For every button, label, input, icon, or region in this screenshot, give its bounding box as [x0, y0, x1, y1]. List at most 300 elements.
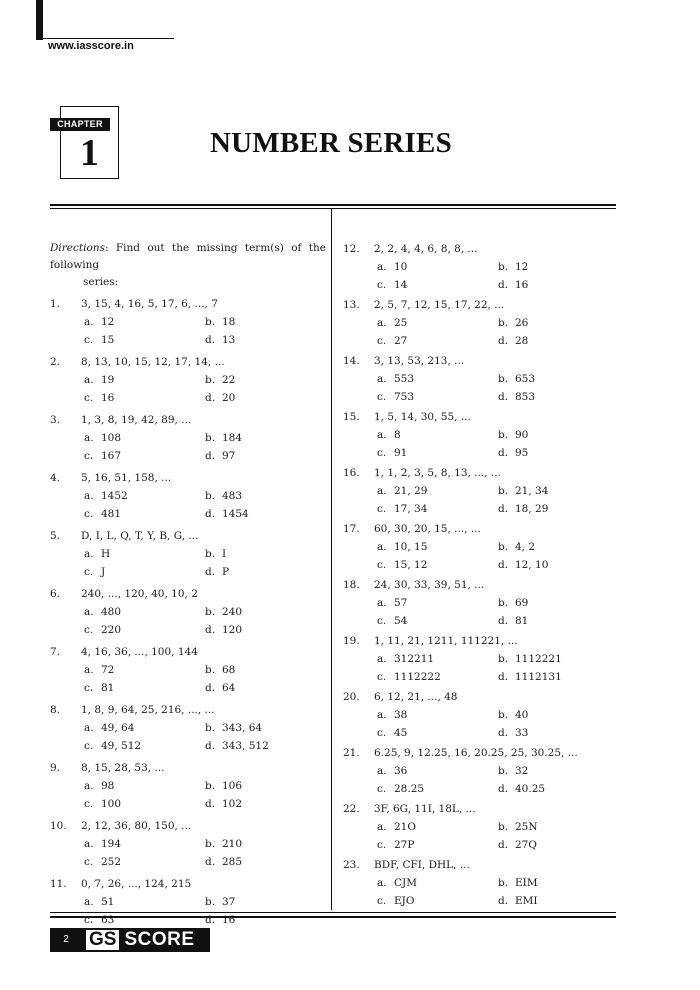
option-value: CJM	[394, 877, 417, 889]
option-value: 21O	[394, 821, 416, 833]
option-value: 97	[222, 450, 236, 462]
question-stem	[50, 585, 326, 603]
question-text: 8, 15, 28, 53, ...	[81, 762, 165, 774]
option-value: 40.25	[515, 783, 546, 795]
option-letter: a.	[377, 821, 387, 833]
gs-score-logo	[86, 930, 195, 950]
option-value: 98	[101, 780, 115, 792]
option-letter: b.	[205, 780, 216, 792]
option-letter: b.	[498, 877, 509, 889]
option	[205, 777, 242, 795]
option-letter: a.	[377, 261, 387, 273]
option	[205, 313, 235, 331]
question-number: 23.	[343, 859, 360, 871]
option	[377, 724, 498, 742]
option-letter: c.	[84, 624, 94, 636]
option-letter: c.	[377, 727, 387, 739]
website-url: www.iasscore.in	[48, 40, 134, 52]
option-letter: b.	[498, 709, 509, 721]
option	[205, 429, 242, 447]
option	[377, 276, 498, 294]
option	[498, 482, 548, 500]
question-stem	[50, 643, 326, 661]
option-letter: a.	[84, 896, 94, 908]
logo-score: SCORE	[124, 929, 195, 950]
option-letter: d.	[498, 335, 509, 347]
option	[84, 331, 205, 349]
option	[84, 313, 205, 331]
options-row	[50, 893, 326, 911]
question-text: 3, 15, 4, 16, 5, 17, 6, ..., 7	[81, 298, 218, 310]
option-value: 240	[222, 606, 243, 618]
directions-label: Directions	[50, 242, 105, 254]
option	[498, 556, 548, 574]
option-value: 40	[515, 709, 529, 721]
option-letter: c.	[377, 447, 387, 459]
option-letter: b.	[205, 548, 216, 560]
option	[377, 370, 498, 388]
option	[498, 500, 548, 518]
option-letter: c.	[377, 391, 387, 403]
option-letter: d.	[498, 671, 509, 683]
options-row	[343, 594, 616, 612]
option	[84, 447, 205, 465]
options-row	[50, 911, 326, 929]
option	[205, 893, 235, 911]
option	[377, 444, 498, 462]
option-value: 553	[394, 373, 415, 385]
option-value: H	[101, 548, 111, 560]
option-letter: a.	[84, 780, 94, 792]
option-letter: b.	[205, 316, 216, 328]
options-row	[343, 874, 616, 892]
option-letter: b.	[498, 653, 509, 665]
options-row	[343, 388, 616, 406]
options-row	[50, 313, 326, 331]
option-value: 26	[515, 317, 529, 329]
option-letter: d.	[498, 503, 509, 515]
question-item	[343, 352, 616, 406]
option	[205, 487, 242, 505]
option-letter: c.	[377, 839, 387, 851]
question-item	[50, 759, 326, 813]
question-text: 1, 3, 8, 19, 42, 89, ...	[81, 414, 192, 426]
option	[205, 331, 235, 349]
question-item	[50, 527, 326, 581]
options-row	[343, 556, 616, 574]
question-text: 24, 30, 33, 39, 51, ...	[374, 579, 485, 591]
option-letter: c.	[377, 895, 387, 907]
option-letter: d.	[498, 447, 509, 459]
option-value: 480	[101, 606, 122, 618]
options-row	[50, 371, 326, 389]
option	[498, 258, 528, 276]
question-number: 7.	[50, 646, 61, 658]
option-value: EIM	[515, 877, 538, 889]
question-stem	[343, 576, 616, 594]
option-value: 1452	[101, 490, 128, 502]
question-text: 1, 1, 2, 3, 5, 8, 13, ..., ...	[374, 467, 501, 479]
question-text: 3, 13, 53, 213, ...	[374, 355, 465, 367]
option-value: 12, 10	[515, 559, 549, 571]
options-row	[343, 706, 616, 724]
option-letter: b.	[205, 432, 216, 444]
option-value: 481	[101, 508, 122, 520]
option-value: 108	[101, 432, 122, 444]
option	[498, 444, 528, 462]
question-number: 18.	[343, 579, 360, 591]
question-number: 6.	[50, 588, 61, 600]
question-text: 5, 16, 51, 158, ...	[81, 472, 172, 484]
option-value: 16	[101, 392, 115, 404]
option	[84, 563, 205, 581]
option-value: 19	[101, 374, 115, 386]
option-letter: d.	[205, 392, 216, 404]
option-value: 1112221	[515, 653, 562, 665]
option	[498, 650, 562, 668]
option-letter: b.	[498, 485, 509, 497]
option	[205, 621, 242, 639]
question-number: 2.	[50, 356, 61, 368]
question-item	[343, 240, 616, 294]
option-value: 753	[394, 391, 415, 403]
options-row	[50, 777, 326, 795]
chapter-number: 1	[80, 132, 99, 174]
option-value: 18	[222, 316, 236, 328]
option-value: 38	[394, 709, 408, 721]
question-number: 3.	[50, 414, 61, 426]
option-letter: c.	[84, 392, 94, 404]
option	[84, 429, 205, 447]
option	[84, 545, 205, 563]
option-value: 15, 12	[394, 559, 428, 571]
option-value: 184	[222, 432, 243, 444]
option-value: 28	[515, 335, 529, 347]
option	[205, 719, 262, 737]
option-letter: d.	[205, 624, 216, 636]
option	[84, 795, 205, 813]
question-item	[343, 296, 616, 350]
options-row	[343, 668, 616, 686]
options-row	[50, 505, 326, 523]
option-letter: b.	[498, 373, 509, 385]
option	[498, 314, 528, 332]
option-letter: c.	[377, 503, 387, 515]
options-row	[50, 487, 326, 505]
options-row	[343, 276, 616, 294]
question-item	[50, 295, 326, 349]
option-letter: b.	[205, 664, 216, 676]
option	[498, 892, 538, 910]
option-letter: c.	[84, 682, 94, 694]
option-letter: d.	[205, 798, 216, 810]
option-letter: a.	[377, 373, 387, 385]
option-value: 32	[515, 765, 529, 777]
option-value: 16	[515, 279, 529, 291]
option	[377, 258, 498, 276]
option	[84, 719, 205, 737]
question-text: 2, 5, 7, 12, 15, 17, 22, ...	[374, 299, 505, 311]
options-row	[50, 835, 326, 853]
option-value: 252	[101, 856, 122, 868]
chapter-label: CHAPTER	[50, 118, 110, 131]
option-letter: b.	[498, 765, 509, 777]
option-value: 1112131	[515, 671, 562, 683]
option-letter: a.	[84, 606, 94, 618]
logo-gs: GS	[86, 930, 119, 950]
option-value: 194	[101, 838, 122, 850]
question-item	[50, 469, 326, 523]
option-value: 28.25	[394, 783, 425, 795]
option	[205, 853, 242, 871]
question-item	[50, 411, 326, 465]
option	[377, 780, 498, 798]
option-value: 27P	[394, 839, 415, 851]
option	[377, 650, 498, 668]
option	[84, 505, 205, 523]
option-value: 343, 64	[222, 722, 263, 734]
options-row	[50, 795, 326, 813]
question-text: 0, 7, 26, ..., 124, 215	[81, 878, 192, 890]
option-value: 853	[515, 391, 536, 403]
option	[498, 780, 545, 798]
option-value: 10	[394, 261, 408, 273]
option-value: 63	[101, 914, 115, 926]
question-item	[343, 688, 616, 742]
option	[84, 777, 205, 795]
option-value: 64	[222, 682, 236, 694]
question-number: 17.	[343, 523, 360, 535]
question-item	[50, 353, 326, 407]
option-value: 25	[394, 317, 408, 329]
options-row	[343, 780, 616, 798]
option	[377, 612, 498, 630]
option-letter: c.	[84, 508, 94, 520]
option-letter: c.	[84, 856, 94, 868]
option-value: 51	[101, 896, 115, 908]
option	[84, 911, 205, 929]
option-letter: a.	[84, 722, 94, 734]
question-number: 15.	[343, 411, 360, 423]
header-rule	[36, 38, 174, 39]
option	[84, 371, 205, 389]
option-letter: c.	[84, 566, 94, 578]
option	[205, 835, 242, 853]
option-letter: a.	[377, 429, 387, 441]
question-number: 12.	[343, 243, 360, 255]
option-letter: b.	[205, 722, 216, 734]
question-text: 8, 13, 10, 15, 12, 17, 14, ...	[81, 356, 225, 368]
question-text: D, I, L, Q, T, Y, B, G, ...	[81, 530, 199, 542]
left-question-list	[50, 295, 326, 929]
option	[377, 538, 498, 556]
option-value: 14	[394, 279, 408, 291]
option-letter: a.	[84, 374, 94, 386]
option	[498, 276, 528, 294]
option	[205, 603, 242, 621]
option-letter: c.	[377, 335, 387, 347]
option-value: 102	[222, 798, 243, 810]
option-letter: d.	[205, 740, 216, 752]
question-number: 16.	[343, 467, 360, 479]
option	[498, 332, 528, 350]
option-value: 49, 512	[101, 740, 142, 752]
options-row	[50, 389, 326, 407]
option	[498, 818, 538, 836]
options-row	[343, 258, 616, 276]
option-letter: c.	[377, 279, 387, 291]
question-stem	[50, 701, 326, 719]
option	[84, 621, 205, 639]
option-value: 4, 2	[515, 541, 536, 553]
question-text: 4, 16, 36, ..., 100, 144	[81, 646, 198, 658]
question-number: 9.	[50, 762, 61, 774]
option-value: 13	[222, 334, 236, 346]
option	[498, 538, 535, 556]
option-letter: b.	[498, 317, 509, 329]
option-value: 16	[222, 914, 236, 926]
question-text: 240, ..., 120, 40, 10, 2	[81, 588, 198, 600]
option-value: 12	[515, 261, 529, 273]
question-number: 19.	[343, 635, 360, 647]
question-text: 60, 30, 20, 15, ..., ...	[374, 523, 481, 535]
option-letter: b.	[205, 374, 216, 386]
option-letter: d.	[498, 783, 509, 795]
question-stem	[343, 744, 616, 762]
option	[84, 661, 205, 679]
question-stem	[50, 295, 326, 313]
option	[377, 668, 498, 686]
option	[205, 371, 235, 389]
question-number: 10.	[50, 820, 67, 832]
option-value: J	[101, 566, 106, 578]
question-stem	[343, 408, 616, 426]
question-stem	[343, 632, 616, 650]
question-number: 11.	[50, 878, 67, 890]
options-row	[343, 762, 616, 780]
option	[377, 388, 498, 406]
option-value: 95	[515, 447, 529, 459]
option	[205, 447, 235, 465]
question-item	[50, 701, 326, 755]
option-letter: d.	[498, 895, 509, 907]
option-letter: a.	[377, 485, 387, 497]
question-text: 2, 12, 36, 80, 150, ...	[81, 820, 192, 832]
option-letter: c.	[377, 783, 387, 795]
option-letter: d.	[205, 450, 216, 462]
option	[377, 314, 498, 332]
option	[205, 389, 235, 407]
question-item	[343, 800, 616, 854]
option	[377, 594, 498, 612]
question-number: 13.	[343, 299, 360, 311]
options-row	[343, 314, 616, 332]
option-value: EMI	[515, 895, 538, 907]
question-stem	[343, 240, 616, 258]
option-value: 81	[515, 615, 529, 627]
option	[498, 762, 528, 780]
option	[377, 556, 498, 574]
question-item	[343, 464, 616, 518]
option-value: 25N	[515, 821, 538, 833]
option	[498, 668, 562, 686]
question-stem	[343, 856, 616, 874]
question-item	[343, 408, 616, 462]
options-row	[343, 370, 616, 388]
question-text: 2, 2, 4, 4, 6, 8, 8, ...	[374, 243, 478, 255]
question-stem	[50, 875, 326, 893]
option-value: 17, 34	[394, 503, 428, 515]
option-value: 312211	[394, 653, 435, 665]
option-letter: a.	[84, 838, 94, 850]
option-value: 90	[515, 429, 529, 441]
option-value: 33	[515, 727, 529, 739]
option	[498, 594, 528, 612]
question-item	[343, 856, 616, 910]
option-letter: c.	[377, 671, 387, 683]
options-row	[343, 724, 616, 742]
option	[498, 706, 528, 724]
option-value: 100	[101, 798, 122, 810]
option-value: 36	[394, 765, 408, 777]
option-letter: b.	[498, 821, 509, 833]
option-letter: c.	[377, 615, 387, 627]
option-letter: a.	[377, 877, 387, 889]
options-row	[343, 818, 616, 836]
option	[205, 661, 235, 679]
option-letter: d.	[498, 727, 509, 739]
option-value: 285	[222, 856, 243, 868]
option	[377, 874, 498, 892]
option	[498, 836, 537, 854]
option-letter: c.	[84, 450, 94, 462]
option-letter: b.	[498, 261, 509, 273]
question-stem	[50, 527, 326, 545]
option-value: 72	[101, 664, 115, 676]
column-divider	[331, 208, 332, 910]
option-letter: a.	[377, 317, 387, 329]
right-column	[343, 240, 616, 912]
question-stem	[50, 353, 326, 371]
option-letter: b.	[205, 606, 216, 618]
option-value: 57	[394, 597, 408, 609]
option	[498, 388, 535, 406]
options-row	[343, 650, 616, 668]
question-text: 1, 8, 9, 64, 25, 216, ..., ...	[81, 704, 215, 716]
option-letter: d.	[498, 279, 509, 291]
option-value: 1112222	[394, 671, 441, 683]
option-value: 21, 29	[394, 485, 428, 497]
option	[84, 389, 205, 407]
question-stem	[343, 464, 616, 482]
options-row	[343, 612, 616, 630]
option	[377, 332, 498, 350]
option-value: I	[222, 548, 227, 560]
options-row	[343, 892, 616, 910]
options-row	[343, 444, 616, 462]
option-value: 167	[101, 450, 122, 462]
option-value: 22	[222, 374, 236, 386]
option-value: 210	[222, 838, 243, 850]
option-value: 54	[394, 615, 408, 627]
option-value: 27Q	[515, 839, 537, 851]
options-row	[50, 447, 326, 465]
question-number: 20.	[343, 691, 360, 703]
option-letter: d.	[205, 566, 216, 578]
directions-text-cont: series:	[83, 276, 119, 288]
option-letter: c.	[84, 914, 94, 926]
question-item	[343, 520, 616, 574]
